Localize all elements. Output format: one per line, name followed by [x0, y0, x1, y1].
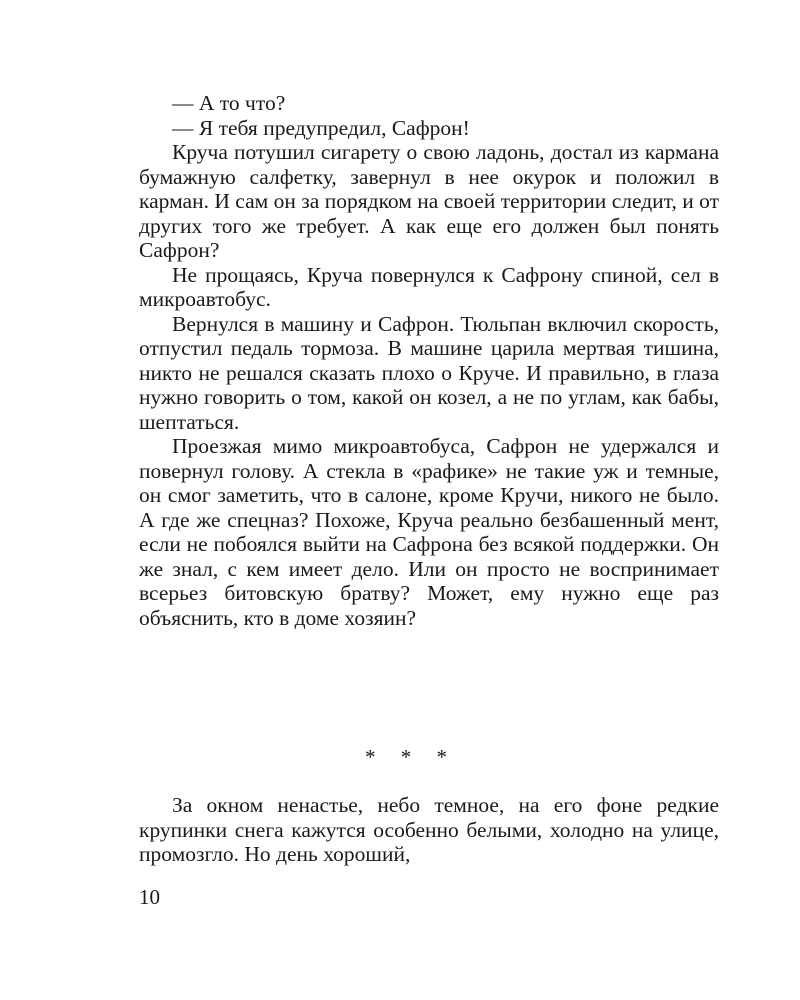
- paragraph: За окном ненастье, небо темное, на его фоне редкие крупинки снега кажутся особенно белыми, холодно на улице, промозгло. Но день хороший,: [139, 793, 719, 866]
- page-number: 10: [139, 885, 160, 909]
- main-text-block: [139, 91, 719, 630]
- paragraph: Не прощаясь, Круча повернулся к Сафрону спиной, сел в микроавтобус.: [139, 262, 719, 311]
- dialogue-line: — Я тебя предупредил, Сафрон!: [172, 115, 470, 140]
- paragraph: Вернулся в машину и Сафрон. Тюльпан включил скорость, отпустил педаль тормоза. В машине царила мертвая тишина, никто не решался сказать плохо о Круче. И правильно, в глаза нужно говорить о том, какой он козел, а не по углам, как бабы, шептаться.: [139, 311, 719, 434]
- continuation-text-block: [139, 793, 719, 867]
- section-separator: * * *: [365, 745, 457, 769]
- dialogue-line: — А то что?: [172, 91, 286, 115]
- paragraph: Круча потушил сигарету о свою ладонь, достал из кармана бумажную салфетку, завернул в нее окурок и положил в карман. И сам он за порядком на своей территории следит, и от других того же требует. А как еще его должен был понять Сафрон?: [139, 140, 719, 262]
- paragraph: Проезжая мимо микроавтобуса, Сафрон не удержался и повернул голову. А стекла в «рафике» не такие уж и темные, он смог заметить, что в салоне, кроме Кручи, никого не было. А где же спецназ? Похоже, Круча реально безбашенный мент, если не побоялся выйти на Сафрона без всякой поддержки. Он же знал, с кем имеет дело. Или он просто не воспринимает всерьез битовскую братву? Может, ему нужно еще раз объяснить, кто в доме хозяин?: [139, 434, 719, 630]
